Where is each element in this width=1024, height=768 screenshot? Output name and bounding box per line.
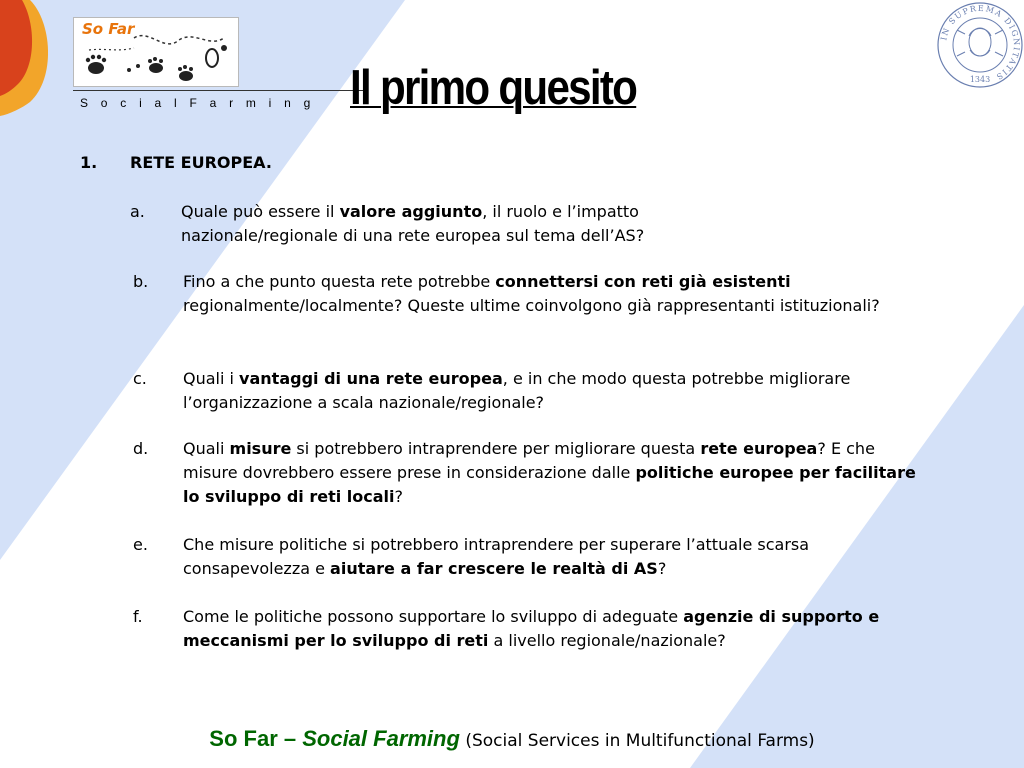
footer-subtitle: Social Farming <box>302 726 460 751</box>
text-run: , il ruolo e l’impatto nazionale/regionale di una rete europea sul tema dell’AS? <box>181 202 645 245</box>
seal-year: 1343 <box>969 75 991 84</box>
svg-text:IN SUPREMA DIGNITATIS <box>939 4 1021 82</box>
question-text <box>183 367 923 415</box>
question-text <box>183 605 938 653</box>
logo-title: So Far <box>82 20 135 38</box>
question-text <box>183 437 928 509</box>
text-run: ? <box>657 559 667 578</box>
text-run: regionalmente/localmente? Queste ultime coinvolgono già rappresentanti istituzionali? <box>183 296 880 315</box>
question-letter: b. <box>133 272 149 291</box>
question-text <box>183 270 943 318</box>
bold-text: valore aggiunto <box>339 202 483 221</box>
text-run: Fino a che punto questa rete potrebbe <box>183 272 496 291</box>
question-text <box>181 200 771 248</box>
section-number: 1. <box>80 153 98 172</box>
text-run: Quale può essere il <box>181 202 340 221</box>
logo-tagline: SocialFarming <box>80 96 324 110</box>
question-letter: e. <box>133 535 148 554</box>
bold-text: connettersi con reti già esistenti <box>495 272 791 291</box>
text-run: ? E che misure dovrebbero essere prese in considerazione dalle <box>183 439 875 482</box>
so-far-logo <box>73 17 239 87</box>
question-letter: d. <box>133 439 149 458</box>
logo-underline <box>73 90 363 91</box>
slide-title: Il primo quesito <box>350 61 637 115</box>
bold-text: politiche europee per facilitare lo sviluppo di reti locali <box>183 463 916 506</box>
footer <box>0 726 1024 752</box>
university-seal-icon <box>935 0 1024 90</box>
text-run: si potrebbero intraprendere per migliorare questa <box>291 439 701 458</box>
text-run: , e in che modo questa potrebbe migliorare l’organizzazione a scala nazionale/regionale? <box>183 369 851 412</box>
text-run: a livello regionale/nazionale? <box>488 631 726 650</box>
footer-project-name: So Far – <box>209 726 303 751</box>
question-letter: c. <box>133 369 147 388</box>
bold-text: vantaggi di una rete europea <box>239 369 503 388</box>
bold-text: misure <box>229 439 292 458</box>
bold-text: agenzie di supporto e meccanismi per lo sviluppo di reti <box>183 607 880 650</box>
text-run: Quali i <box>183 369 240 388</box>
question-letter: a. <box>130 202 145 221</box>
question-letter: f. <box>133 607 143 626</box>
text-run: Quali <box>183 439 230 458</box>
footprints-illustration <box>74 18 240 88</box>
bold-text: rete europea <box>700 439 818 458</box>
question-text <box>183 533 913 581</box>
text-run: ? <box>394 487 404 506</box>
footer-description: (Social Services in Multifunctional Farms) <box>459 731 815 751</box>
text-run: Come le politiche possono supportare lo sviluppo di adeguate <box>183 607 684 626</box>
section-heading: RETE EUROPEA. <box>130 153 272 172</box>
bold-text: aiutare a far crescere le realtà di AS <box>330 559 658 578</box>
text-run: Che misure politiche si potrebbero intraprendere per superare l’attuale scarsa consapevolezza e <box>183 535 810 578</box>
seal-text: IN SUPREMA DIGNITATIS <box>939 3 1022 82</box>
